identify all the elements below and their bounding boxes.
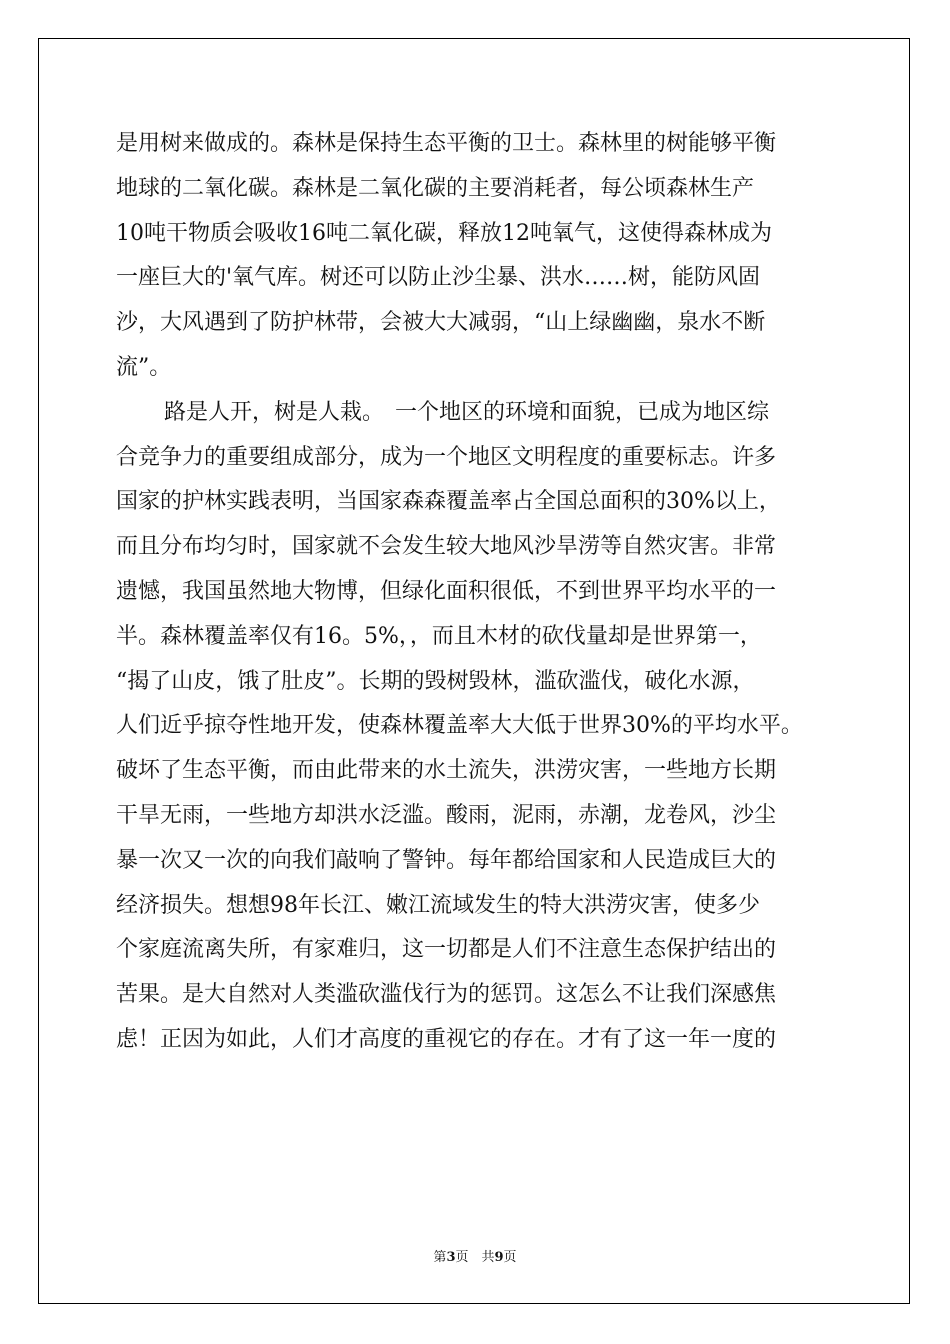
page-footer (0, 1246, 950, 1265)
total-page-number: 9 (494, 1250, 504, 1265)
text-line: 一座巨大的'氧气库。树还可以防止沙尘暴、洪水……树，能防风固 (116, 265, 761, 291)
text-line: 破坏了生态平衡，而由此带来的水土流失，洪涝灾害，一些地方长期 (116, 758, 777, 784)
text-line: 10吨干物质会吸收16吨二氧化碳，释放12吨氧气，这使得森林成为 (116, 220, 772, 246)
document-body (116, 122, 836, 1063)
text-line: “揭了山皮，饿了肚皮”。长期的毁树毁林，滥砍滥伐，破化水源， (116, 668, 755, 694)
text-line: 人们近乎掠夺性地开发，使森林覆盖率大大低于世界30%的平均水平。 (116, 713, 803, 739)
paragraph-start-line: 路是人开，树是人栽。 一个地区的环境和面貌，已成为地区综 (164, 399, 770, 425)
text-line: 国家的护林实践表明，当国家森森覆盖率占全国总面积的30%以上， (116, 489, 781, 515)
text-line: 个家庭流离失所，有家难归，这一切都是人们不注意生态保护结出的 (116, 937, 777, 963)
text-line: 虑！正因为如此，人们才高度的重视它的存在。才有了这一年一度的 (116, 1026, 777, 1052)
page-number-separator: 页 共 (455, 1250, 495, 1265)
text-line: 地球的二氧化碳。森林是二氧化碳的主要消耗者，每公顷森林生产 (116, 175, 755, 201)
current-page-number: 3 (446, 1250, 456, 1265)
text-line: 是用树来做成的。森林是保持生态平衡的卫士。森林里的树能够平衡 (116, 131, 777, 156)
text-line: 半。森林覆盖率仅有16。5%，，而且木材的砍伐量却是世界第一， (116, 623, 762, 649)
text-line: 干旱无雨，一些地方却洪水泛滥。酸雨，泥雨，赤潮，龙卷风，沙尘 (116, 802, 777, 828)
text-line: 而且分布均匀时，国家就不会发生较大地风沙旱涝等自然灾害。非常 (116, 534, 777, 560)
page-number-suffix: 页 (503, 1250, 517, 1265)
text-line: 沙，大风遇到了防护林带，会被大大减弱，“山上绿幽幽，泉水不断 (116, 310, 766, 336)
text-line: 合竞争力的重要组成部分，成为一个地区文明程度的重要标志。许多 (116, 444, 777, 470)
text-line: 经济损失。想想98年长江、嫩江流域发生的特大洪涝灾害，使多少 (116, 892, 760, 918)
page-number-prefix: 第 (433, 1250, 447, 1265)
text-line: 暴一次又一次的向我们敲响了警钟。每年都给国家和人民造成巨大的 (116, 847, 777, 873)
text-line: 遗憾，我国虽然地大物博，但绿化面积很低，不到世界平均水平的一 (116, 578, 777, 604)
text-line: 苦果。是大自然对人类滥砍滥伐行为的惩罚。这怎么不让我们深感焦 (116, 982, 777, 1008)
text-line: 流”。 (116, 354, 172, 380)
